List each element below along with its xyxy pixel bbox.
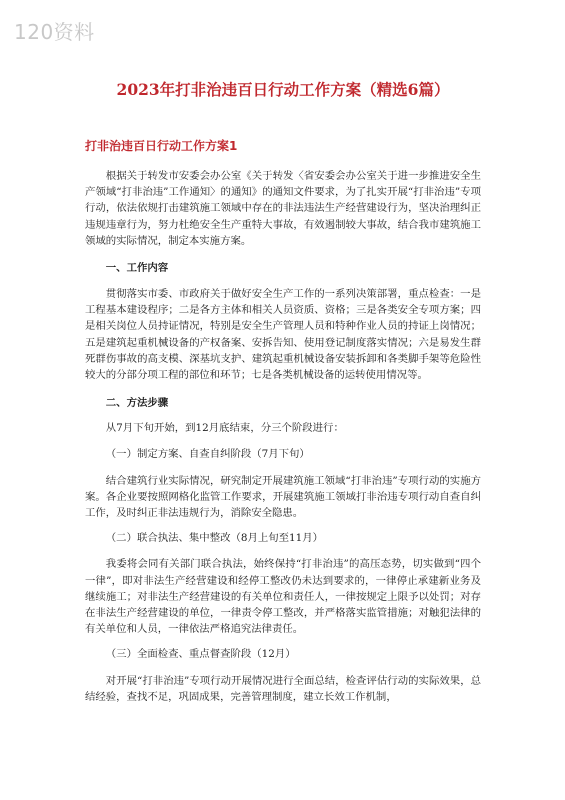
stage-2-paragraph: 我委将会同有关部门联合执法，始终保持“打非治违”的高压态势，切实做到“四个一律”，即对非法生产经营建设和经停工整改仍未达到要求的，一律停止承建新业务及继续施工；对非法生产经营建设的有关单位和责任人，一律按规定上限予以处罚；对存在非法生产经营建设的单位，一律责令停工整改，并严格落实监管措施；对触犯法律的有关单位和人员，一律依法严格追究法律责任。 <box>85 558 481 636</box>
heading-work-content: 一、工作内容 <box>105 262 169 275</box>
document-body <box>85 80 481 705</box>
section-title: 打非治违百日行动工作方案1 <box>85 139 238 153</box>
work-content-paragraph: 贯彻落实市委、市政府关于做好安全生产工作的一系列决策部署，重点检查：一是工程基本建设程序；二是各方主体和相关人员资质、资格；三是各类安全专项方案；四是相关岗位人员持证情况，特别是安全生产管理人员和特种作业人员的持证上岗情况；五是建筑起重机械设备的产权备案、安拆告知、使用登记制度落实情况；六是易发生群死群伤事故的高支模、深基坑支护、建筑起重机械设备安装拆卸和各类脚手架等危险性较大的分部分项工程的部位和环节；七是各类机械设备的运转使用情况等。 <box>85 288 481 382</box>
heading-method-steps: 二、方法步骤 <box>105 397 169 410</box>
steps-intro-paragraph: 从7月下旬开始，到12月底结束，分三个阶段进行： <box>105 422 344 435</box>
document-title: 2023年打非治违百日行动工作方案（精选6篇） <box>116 80 450 99</box>
watermark: 120资料 <box>14 20 95 44</box>
intro-paragraph: 根据关于转发市安委会办公室《关于转发〈省安委会办公室关于进一步推进安全生产领域“打非治违”工作通知〉的通知》的通知文件要求，为了扎实开展“打非治违”专项行动，依法依规打击建筑施工领域中存在的非法违法生产经营建设行为，坚决治理纠正违规违章行为，努力杜绝安全生产重特大事故，有效遏制较大事故，结合我市建筑施工领域的实际情况，制定本实施方案。 <box>85 170 481 247</box>
stage-2-heading: （二）联合执法、集中整改（8月上旬至11月） <box>105 532 324 545</box>
stage-3-paragraph: 对开展“打非治违”专项行动开展情况进行全面总结，检查评估行动的实际效果，总结经验，查找不足，巩固成果，完善管理制度，建立长效工作机制， <box>85 674 481 703</box>
stage-1-heading: （一）制定方案、自查自纠阶段（7月下旬） <box>105 448 310 461</box>
stage-1-paragraph: 结合建筑行业实际情况，研究制定开展建筑施工领域“打非治违”专项行动的实施方案。各企业要按照网格化监管工作要求，开展建筑施工领域打非治违专项行动自查自纠工作，及时纠正非法违规行为，消除安全隐患。 <box>85 474 481 520</box>
stage-3-heading: （三）全面检查、重点督查阶段（12月） <box>105 648 296 661</box>
